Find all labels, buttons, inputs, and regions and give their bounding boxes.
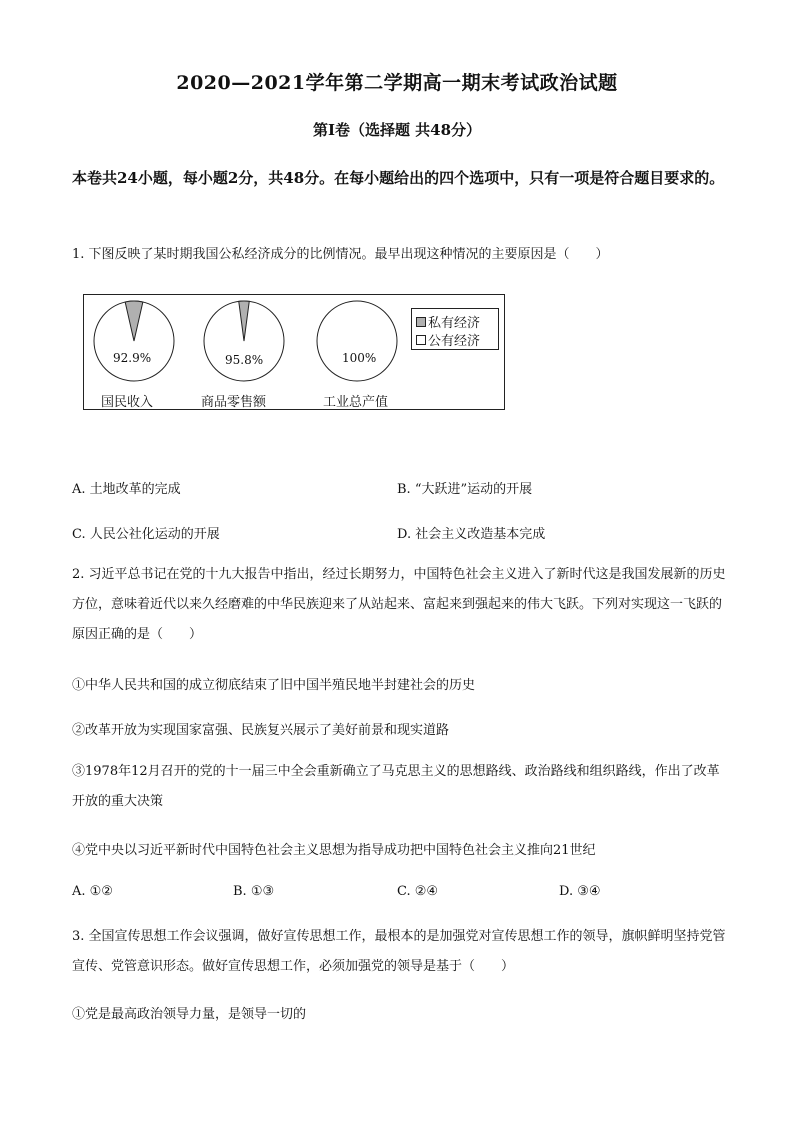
pie-2-percent: 95.8%	[225, 353, 264, 367]
legend-public	[416, 330, 480, 349]
legend-public-label: 公有经济	[428, 334, 481, 349]
legend-private-label: 私有经济	[428, 316, 481, 331]
pie-3-public-slice	[317, 301, 397, 381]
q2-item-3: ③1978年12月召开的党的十一届三中全会重新确立了马克思主义的思想路线、政治路线和组织路线，作出了改革开放的重大决策	[72, 764, 720, 809]
paper-title: 2020—2021学年第二学期高一期末考试政治试题	[176, 72, 618, 94]
section-title: 第Ⅰ卷（选择题 共48分）	[312, 121, 482, 139]
pie-chart-figure	[83, 294, 505, 410]
q1-option-c[interactable]: C. 人民公社化运动的开展	[72, 527, 220, 542]
q3-item-1: ①党是最高政治领导力量，是领导一切的	[72, 1007, 307, 1022]
q1-option-b[interactable]: B. “大跃进”运动的开展	[397, 482, 533, 497]
question-2-stem: 2. 习近平总书记在党的十九大报告中指出，经过长期努力，中国特色社会主义进入了新时代这是我国发展新的历史方位，意味着近代以来久经磨难的中华民族迎来了从站起来、富起来到强起来的伟大飞跃。下列对实现这一飞跃的原因正确的是（ ）	[72, 567, 726, 642]
legend-private	[416, 312, 480, 331]
legend-public-swatch	[416, 335, 426, 345]
section-instructions: 本卷共24小题，每小题2分，共48分。在每小题给出的四个选项中，只有一项是符合题目要求的。	[72, 169, 725, 187]
q1-option-a[interactable]: A. 土地改革的完成	[72, 482, 181, 497]
q2-item-4: ④党中央以习近平新时代中国特色社会主义思想为指导成功把中国特色社会主义推向21世纪	[72, 843, 596, 858]
q2-option-c[interactable]: C. ②④	[397, 884, 439, 899]
q1-option-d[interactable]: D. 社会主义改造基本完成	[397, 527, 546, 542]
pie-1-label: 国民收入	[101, 395, 154, 410]
pie-2-label: 商品零售额	[201, 395, 267, 410]
chart-legend	[411, 308, 499, 350]
q2-option-b[interactable]: B. ①③	[233, 884, 275, 899]
q2-item-2: ②改革开放为实现国家富强、民族复兴展示了美好前景和现实道路	[72, 723, 450, 738]
pie-3-label: 工业总产值	[323, 395, 389, 410]
question-1-stem: 1. 下图反映了某时期我国公私经济成分的比例情况。最早出现这种情况的主要原因是（ ）	[72, 247, 609, 262]
pie-3-percent: 100%	[342, 351, 377, 365]
q2-item-1: ①中华人民共和国的成立彻底结束了旧中国半殖民地半封建社会的历史	[72, 678, 476, 693]
question-3-stem: 3. 全国宣传思想工作会议强调，做好宣传思想工作，最根本的是加强党对宣传思想工作的领导，旗帜鲜明坚持党管宣传、党管意识形态。做好宣传思想工作，必须加强党的领导是基于（ ）	[72, 929, 726, 974]
legend-private-swatch	[416, 317, 426, 327]
q2-option-a[interactable]: A. ①②	[72, 884, 113, 899]
pie-1-percent: 92.9%	[113, 351, 152, 365]
q2-option-d[interactable]: D. ③④	[559, 884, 601, 899]
